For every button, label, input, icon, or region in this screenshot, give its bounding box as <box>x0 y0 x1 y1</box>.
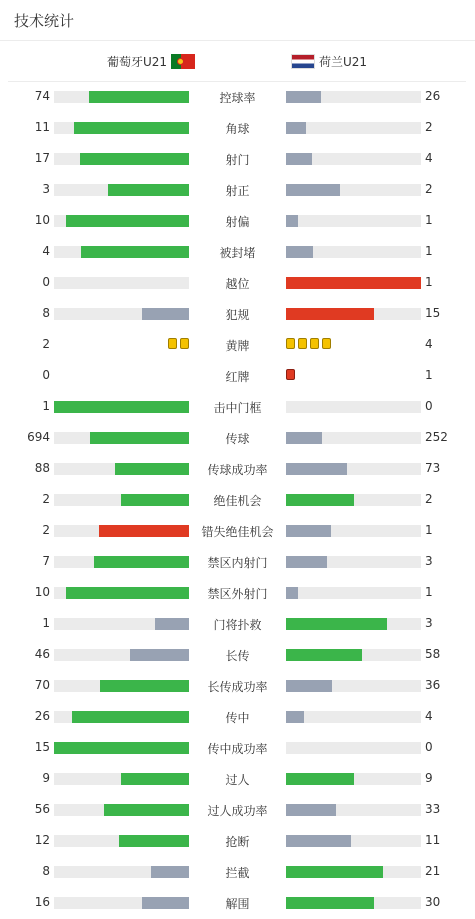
away-bar-track <box>286 308 421 320</box>
away-bar-track <box>286 804 421 816</box>
stat-label: 射正 <box>225 184 250 198</box>
stat-label: 过人 <box>225 773 250 787</box>
away-bar-track <box>286 866 421 878</box>
home-bar-track <box>54 773 189 785</box>
home-bar-fill <box>115 463 189 475</box>
home-bar-track <box>54 525 189 537</box>
home-bar-track <box>54 184 189 196</box>
home-value: 17 <box>34 151 50 165</box>
away-bar-fill <box>286 91 321 103</box>
away-bar-fill <box>286 494 354 506</box>
away-value: 4 <box>425 337 433 351</box>
stat-row <box>0 639 475 670</box>
home-bar-fill <box>108 184 189 196</box>
portugal-flag-icon <box>171 54 195 69</box>
home-value: 70 <box>34 678 50 692</box>
stat-row <box>0 484 475 515</box>
stat-label: 犯规 <box>225 308 250 322</box>
away-bar-fill <box>286 587 298 599</box>
yellow-card-icon <box>310 338 319 349</box>
home-bar-track <box>54 463 189 475</box>
stat-label: 黄牌 <box>225 339 250 353</box>
away-value: 0 <box>425 399 433 413</box>
away-value: 3 <box>425 554 433 568</box>
red-card-icon <box>286 369 295 380</box>
away-bar-fill <box>286 153 312 165</box>
away-value: 4 <box>425 709 433 723</box>
away-bar-track <box>286 649 421 661</box>
away-value: 73 <box>425 461 441 475</box>
away-cards <box>286 338 331 349</box>
home-bar-fill <box>54 401 189 413</box>
home-bar-fill <box>89 91 189 103</box>
away-bar-track <box>286 401 421 413</box>
home-bar-fill <box>121 494 189 506</box>
yellow-card-icon <box>286 338 295 349</box>
away-cards <box>286 369 295 380</box>
stat-row <box>0 81 475 112</box>
stat-row <box>0 856 475 887</box>
away-value: 58 <box>425 647 441 661</box>
stat-label: 越位 <box>225 277 250 291</box>
stats-list <box>0 81 475 918</box>
stat-label: 传球 <box>225 432 250 446</box>
stat-label: 长传 <box>225 649 250 663</box>
yellow-card-icon <box>298 338 307 349</box>
home-value: 10 <box>34 585 50 599</box>
home-value: 88 <box>34 461 50 475</box>
away-bar-track <box>286 153 421 165</box>
away-bar-fill <box>286 432 322 444</box>
home-bar-track <box>54 866 189 878</box>
stat-row <box>0 546 475 577</box>
home-bar-track <box>54 153 189 165</box>
away-bar-fill <box>286 215 298 227</box>
away-bar-track <box>286 897 421 909</box>
stat-label: 红牌 <box>225 370 250 384</box>
away-value: 26 <box>425 89 441 103</box>
home-cards <box>168 338 189 349</box>
stat-row <box>0 763 475 794</box>
home-bar-fill <box>121 773 189 785</box>
stat-row <box>0 732 475 763</box>
stat-row <box>0 701 475 732</box>
away-bar-track <box>286 742 421 754</box>
stat-row <box>0 422 475 453</box>
away-bar-fill <box>286 277 421 289</box>
home-value: 56 <box>34 802 50 816</box>
away-value: 11 <box>425 833 441 847</box>
home-bar-track <box>54 122 189 134</box>
home-bar-track <box>54 897 189 909</box>
home-bar-track <box>54 835 189 847</box>
away-bar-track <box>286 277 421 289</box>
away-bar-track <box>286 91 421 103</box>
home-value: 46 <box>34 647 50 661</box>
netherlands-flag-icon <box>291 54 315 69</box>
stat-label: 击中门框 <box>213 401 262 415</box>
home-bar-track <box>54 215 189 227</box>
stat-row <box>0 825 475 856</box>
home-value: 2 <box>42 337 50 351</box>
home-bar-track <box>54 587 189 599</box>
home-value: 12 <box>34 833 50 847</box>
away-value: 0 <box>425 740 433 754</box>
home-bar-track <box>54 680 189 692</box>
away-bar-track <box>286 122 421 134</box>
away-bar-fill <box>286 308 374 320</box>
stat-label: 控球率 <box>219 91 256 105</box>
away-bar-track <box>286 711 421 723</box>
away-bar-fill <box>286 649 362 661</box>
home-bar-track <box>54 308 189 320</box>
home-bar-track <box>54 649 189 661</box>
stat-row <box>0 112 475 143</box>
away-value: 2 <box>425 120 433 134</box>
home-bar-track <box>54 432 189 444</box>
stat-label: 射偏 <box>225 215 250 229</box>
stat-row <box>0 205 475 236</box>
stat-label: 错失绝佳机会 <box>201 525 274 539</box>
yellow-card-icon <box>180 338 189 349</box>
home-bar-fill <box>155 618 189 630</box>
stat-row <box>0 143 475 174</box>
stat-label: 门将扑救 <box>213 618 262 632</box>
stat-label: 解围 <box>225 897 250 911</box>
away-value: 1 <box>425 244 433 258</box>
away-bar-track <box>286 184 421 196</box>
home-value: 8 <box>42 306 50 320</box>
away-bar-fill <box>286 711 304 723</box>
stat-row <box>0 174 475 205</box>
away-team-name: 荷兰U21 <box>319 55 368 69</box>
stat-row <box>0 515 475 546</box>
stat-label: 过人成功率 <box>207 804 268 818</box>
away-bar-track <box>286 215 421 227</box>
away-bar-track <box>286 556 421 568</box>
away-value: 4 <box>425 151 433 165</box>
away-bar-fill <box>286 122 306 134</box>
home-bar-fill <box>66 215 189 227</box>
home-bar-fill <box>74 122 189 134</box>
home-bar-track <box>54 804 189 816</box>
away-bar-track <box>286 835 421 847</box>
stat-row <box>0 391 475 422</box>
home-value: 9 <box>42 771 50 785</box>
home-value: 11 <box>34 120 50 134</box>
home-team-name: 葡萄牙U21 <box>107 55 168 69</box>
away-bar-track <box>286 587 421 599</box>
away-value: 36 <box>425 678 441 692</box>
stat-label: 禁区外射门 <box>207 587 268 601</box>
stat-row <box>0 298 475 329</box>
stat-label: 传中成功率 <box>207 742 268 756</box>
home-bar-fill <box>119 835 189 847</box>
stat-row <box>0 608 475 639</box>
home-team <box>103 53 195 70</box>
away-bar-fill <box>286 525 331 537</box>
page-header <box>0 0 475 41</box>
home-value: 0 <box>42 275 50 289</box>
home-value: 0 <box>42 368 50 382</box>
teams-header <box>8 41 466 82</box>
away-value: 1 <box>425 523 433 537</box>
home-bar-fill <box>130 649 189 661</box>
away-bar-track <box>286 432 421 444</box>
away-bar-fill <box>286 866 383 878</box>
away-bar-track <box>286 525 421 537</box>
stat-label: 射门 <box>225 153 250 167</box>
home-bar-track <box>54 618 189 630</box>
stat-row <box>0 794 475 825</box>
away-value: 2 <box>425 492 433 506</box>
stat-row <box>0 360 475 391</box>
away-bar-fill <box>286 463 347 475</box>
away-bar-fill <box>286 804 336 816</box>
away-value: 30 <box>425 895 441 909</box>
stat-row <box>0 267 475 298</box>
home-bar-fill <box>104 804 189 816</box>
home-bar-track <box>54 742 189 754</box>
home-bar-track <box>54 401 189 413</box>
away-bar-track <box>286 494 421 506</box>
away-bar-fill <box>286 835 351 847</box>
away-bar-track <box>286 680 421 692</box>
stat-row <box>0 453 475 484</box>
home-bar-fill <box>72 711 189 723</box>
away-bar-track <box>286 618 421 630</box>
away-bar-fill <box>286 773 354 785</box>
home-bar-track <box>54 91 189 103</box>
home-bar-track <box>54 494 189 506</box>
away-value: 21 <box>425 864 441 878</box>
page-title: 技术统计 <box>14 12 75 30</box>
home-value: 15 <box>34 740 50 754</box>
home-bar-fill <box>54 742 189 754</box>
home-bar-track <box>54 711 189 723</box>
away-team <box>291 53 371 70</box>
home-value: 2 <box>42 523 50 537</box>
home-bar-fill <box>142 308 189 320</box>
stat-label: 长传成功率 <box>207 680 268 694</box>
away-bar-fill <box>286 556 327 568</box>
away-bar-fill <box>286 680 332 692</box>
home-bar-fill <box>90 432 189 444</box>
away-value: 3 <box>425 616 433 630</box>
stat-label: 禁区内射门 <box>207 556 268 570</box>
home-value: 8 <box>42 864 50 878</box>
away-bar-fill <box>286 897 374 909</box>
stat-label: 角球 <box>225 122 250 136</box>
home-bar-fill <box>81 246 189 258</box>
stat-row <box>0 236 475 267</box>
home-bar-fill <box>66 587 189 599</box>
home-value: 2 <box>42 492 50 506</box>
home-bar-fill <box>142 897 189 909</box>
home-bar-track <box>54 277 189 289</box>
home-bar-fill <box>151 866 189 878</box>
home-bar-track <box>54 246 189 258</box>
home-bar-fill <box>99 525 189 537</box>
stat-label: 绝佳机会 <box>213 494 262 508</box>
stat-label: 抢断 <box>225 835 250 849</box>
stat-label: 传球成功率 <box>207 463 268 477</box>
stat-row <box>0 887 475 918</box>
home-value: 3 <box>42 182 50 196</box>
stat-label: 传中 <box>225 711 250 725</box>
away-bar-fill <box>286 246 313 258</box>
home-bar-fill <box>80 153 189 165</box>
away-bar-track <box>286 463 421 475</box>
stat-label: 被封堵 <box>219 246 256 260</box>
away-value: 1 <box>425 275 433 289</box>
away-bar-fill <box>286 618 387 630</box>
away-value: 252 <box>425 430 448 444</box>
home-value: 16 <box>34 895 50 909</box>
away-bar-fill <box>286 184 340 196</box>
stat-label: 拦截 <box>225 866 250 880</box>
stat-row <box>0 577 475 608</box>
home-bar-fill <box>94 556 189 568</box>
away-value: 1 <box>425 585 433 599</box>
home-value: 7 <box>42 554 50 568</box>
away-value: 2 <box>425 182 433 196</box>
away-value: 1 <box>425 368 433 382</box>
home-value: 26 <box>34 709 50 723</box>
home-value: 4 <box>42 244 50 258</box>
away-bar-track <box>286 246 421 258</box>
away-value: 15 <box>425 306 441 320</box>
yellow-card-icon <box>322 338 331 349</box>
home-value: 1 <box>42 399 50 413</box>
home-value: 74 <box>34 89 50 103</box>
home-bar-fill <box>100 680 189 692</box>
away-value: 1 <box>425 213 433 227</box>
stat-row <box>0 329 475 360</box>
home-value: 1 <box>42 616 50 630</box>
yellow-card-icon <box>168 338 177 349</box>
home-value: 694 <box>27 430 50 444</box>
away-value: 9 <box>425 771 433 785</box>
home-value: 10 <box>34 213 50 227</box>
away-value: 33 <box>425 802 441 816</box>
home-bar-track <box>54 556 189 568</box>
stat-row <box>0 670 475 701</box>
away-bar-track <box>286 773 421 785</box>
